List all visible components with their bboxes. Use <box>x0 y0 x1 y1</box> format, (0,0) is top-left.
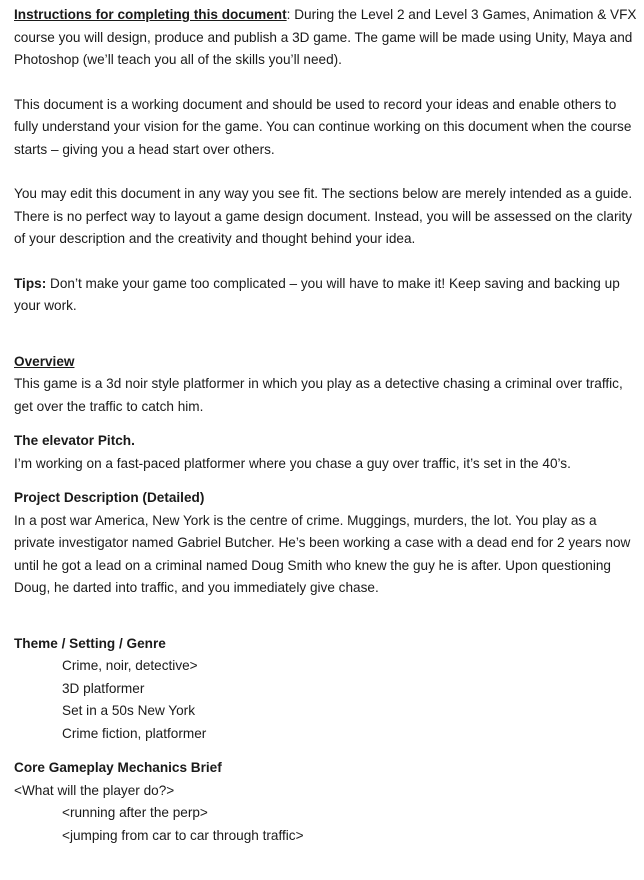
theme-heading: Theme / Setting / Genre <box>14 635 166 651</box>
tips-text: Don’t make your game too complicated – you will have to make it! Keep saving and backing up your work. <box>14 275 620 313</box>
theme-item: 3D platformer <box>62 680 145 696</box>
mechanics-item: <jumping from car to car through traffic> <box>62 827 304 843</box>
mechanics-prompt: <What will the player do?> <box>14 782 175 798</box>
pitch-heading: The elevator Pitch. <box>14 433 135 448</box>
pitch-text: I’m working on a fast-paced platformer where you chase a guy over traffic, it’s set in the 40’s. <box>14 455 571 471</box>
tips-label: Tips: <box>14 275 47 291</box>
theme-item: Set in a 50s New York <box>62 703 195 718</box>
tips-paragraph <box>14 273 638 318</box>
description-heading: Project Description (Detailed) <box>14 490 205 505</box>
theme-item: Crime, noir, detective> <box>62 658 198 673</box>
instructions-text: : During the Level 2 and Level 3 Games, Animation & VFX course you will design, produce and publish a 3D game. The game will be made using Unity, Maya and Photoshop (we’ll teach you all of the skills you’ll need). <box>14 7 637 67</box>
instructions-heading: Instructions for completing this document <box>14 7 287 22</box>
mechanics-item: <running after the perp> <box>62 805 208 820</box>
instructions-paragraph <box>14 4 638 72</box>
mechanics-heading: Core Gameplay Mechanics Brief <box>14 760 222 775</box>
overview-heading: Overview <box>14 353 75 369</box>
description-text: In a post war America, New York is the centre of crime. Muggings, murders, the lot. You play as a private investigator named Gabriel Butcher. He’s been working a case with a dead end for 2 years now until he got a lead on a criminal named Doug Smith who knew the guy he is after. Upon questioning Doug, he darted into traffic, and you immediately give chase. <box>14 512 631 595</box>
working-document-paragraph: This document is a working document and should be used to record your ideas and enable others to fully understand your vision for the game. You can continue working on this document when the course starts – giving you a head start over others. <box>14 96 632 157</box>
overview-text: This game is a 3d noir style platformer in which you play as a detective chasing a criminal over traffic, get over the traffic to catch him. <box>14 376 623 414</box>
edit-guidance-paragraph: You may edit this document in any way you see fit. The sections below are merely intended as a guide. There is no perfect way to layout a game design document. Instead, you will be assessed on the clarity of your description and the creativity and thought behind your idea. <box>14 186 633 246</box>
theme-item: Crime fiction, platformer <box>62 725 207 741</box>
